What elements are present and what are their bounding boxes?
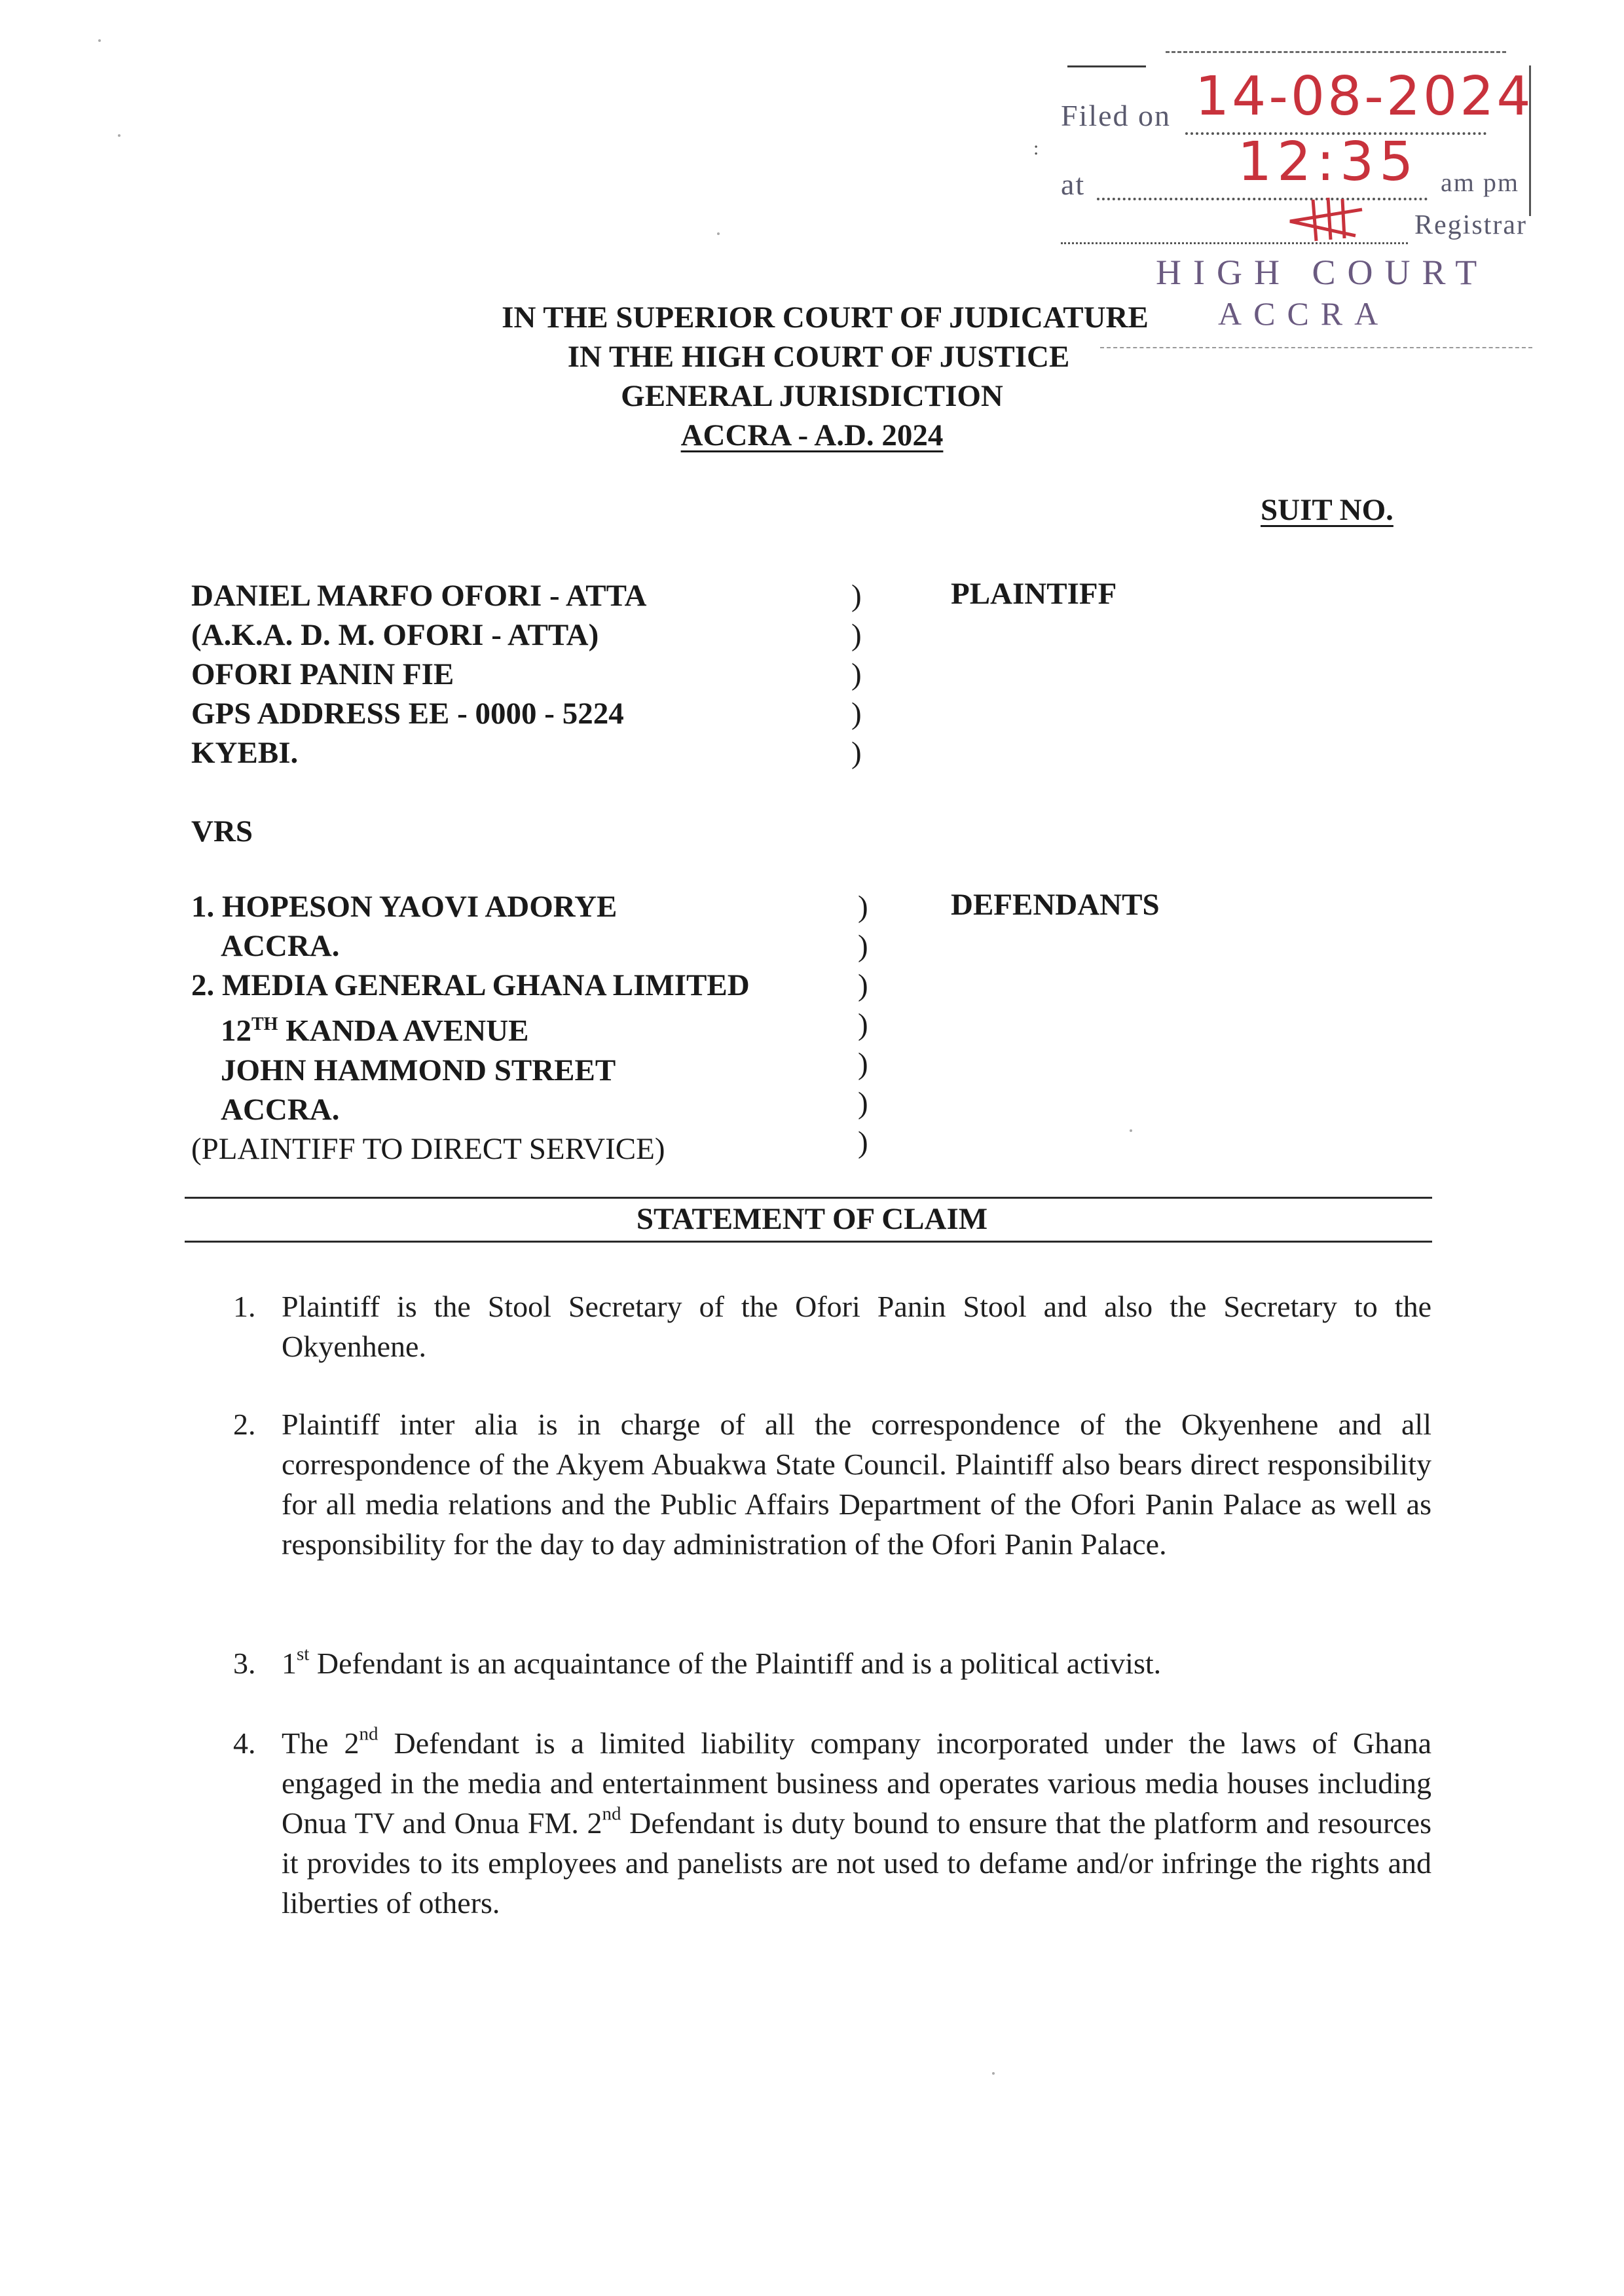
defendant2-city: ACCRA. — [221, 1092, 340, 1127]
stamp-rule — [1067, 65, 1146, 67]
am-pm-label: am pm — [1441, 168, 1519, 197]
scan-speck — [717, 232, 720, 235]
plaintiff-details — [191, 576, 646, 773]
statement-title: STATEMENT OF CLAIM — [636, 1202, 988, 1236]
defendants-details — [191, 887, 750, 1169]
at-label: at — [1061, 168, 1086, 201]
scan-speck — [992, 2072, 995, 2075]
scan-speck — [98, 39, 101, 42]
heading-line2: IN THE HIGH COURT OF JUSTICE — [567, 340, 1070, 374]
court-heading — [0, 298, 1624, 455]
heading-line1: IN THE SUPERIOR COURT OF JUDICATURE — [502, 301, 1149, 335]
defendants-role: DEFENDANTS — [951, 888, 1160, 922]
suit-number: SUIT NO. — [1261, 493, 1393, 527]
filed-date-handwritten: 14-08-2024 — [1195, 65, 1534, 128]
service-note: (PLAINTIFF TO DIRECT SERVICE) — [191, 1131, 665, 1166]
title-rule-top — [185, 1197, 1432, 1199]
stamp-dotted-line — [1061, 242, 1408, 244]
court-stamp-line1: HIGH COURT — [1156, 253, 1489, 292]
plaintiff-line: (A.K.A. D. M. OFORI - ATTA) — [191, 618, 599, 652]
heading-line3: GENERAL JURISDICTION — [621, 379, 1003, 413]
claim-paragraph-2: 2. Plaintiff inter alia is in charge of all the correspondence of the Okyenhene and all correspondence of the Akyem Abuakwa State Council. Plaintiff also bears direct responsibility for all media relations and the Public Affairs Department of the Ofori Panin Palace as well as responsibility for the day to day administration of the Ofori Panin Palace. — [233, 1408, 1431, 1561]
plaintiff-role: PLAINTIFF — [951, 577, 1117, 611]
filed-time-handwritten: 12:35 — [1238, 131, 1419, 193]
scan-speck — [1130, 1129, 1132, 1132]
filing-stamp: Filed on 14-08-2024 : at 12:35 am pm Registrar HIGH COURT ACCRA — [1022, 46, 1539, 360]
claim-paragraph-4: 4. The 2nd Defendant is a limited liability company incorporated under the laws of Ghana engaged in the media and entertainment business and operates various media houses including Onua TV and Onua FM. 2nd Defendant is duty bound to ensure that the platform and resources it provides to its employees and panelists are not used to defame and/or infringe the rights and liberties of others. — [233, 1723, 1431, 1920]
plaintiff-line: OFORI PANIN FIE — [191, 657, 454, 691]
heading-line4: ACCRA - A.D. 2024 — [680, 418, 944, 452]
defendant1-name: 1. HOPESON YAOVI ADORYE — [191, 890, 618, 924]
scan-speck — [118, 134, 120, 137]
claim-paragraph-1: 1. Plaintiff is the Stool Secretary of the Ofori Panin Stool and also the Secretary to the Okyenhene. — [233, 1290, 1431, 1363]
stamp-dotted-line — [1097, 198, 1428, 200]
defendants-brackets: ) ) ) ) ) ) ) — [858, 890, 868, 1159]
court-stamp-line2: ACCRA — [1218, 295, 1390, 332]
defendant1-city: ACCRA. — [221, 929, 340, 963]
registrar-signature — [1277, 190, 1375, 249]
title-rule-bottom — [185, 1241, 1432, 1243]
defendant2-name: 2. MEDIA GENERAL GHANA LIMITED — [191, 968, 750, 1002]
stamp-rule — [1166, 51, 1506, 53]
plaintiff-line: DANIEL MARFO OFORI - ATTA — [191, 579, 647, 613]
plaintiff-line: GPS ADDRESS EE - 0000 - 5224 — [191, 697, 624, 731]
registrar-label: Registrar — [1414, 210, 1527, 240]
claim-paragraph-3: 3. 1st Defendant is an acquaintance of the Plaintiff and is a political activist. — [233, 1643, 1162, 1680]
plaintiff-brackets: ) ) ) ) ) — [851, 579, 862, 770]
defendant2-address1: 12TH KANDA AVENUE — [221, 1013, 529, 1048]
filed-on-label: Filed on — [1061, 99, 1172, 132]
versus-label: VRS — [191, 814, 253, 848]
defendant2-address2: JOHN HAMMOND STREET — [221, 1053, 616, 1087]
plaintiff-line: KYEBI. — [191, 736, 299, 770]
